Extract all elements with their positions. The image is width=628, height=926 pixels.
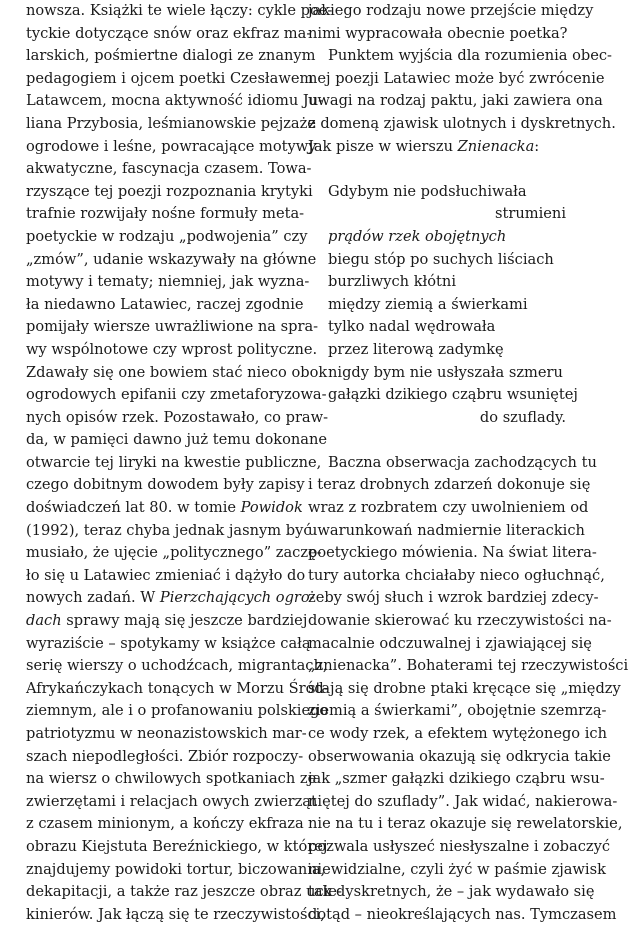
text-line: dotąd – nieokreślających nas. Tymczasem: [308, 905, 617, 923]
text-line: patriotyzmu w neonazistowskich mar-: [26, 725, 307, 742]
text-line: ła niedawno Latawiec, raczej zgodnie: [26, 295, 304, 313]
poem-line: między ziemią a świerkami: [328, 295, 528, 313]
book-title-powidok: Powidok: [240, 499, 303, 517]
text-line: musiało, że ujęcie „politycznego” zaczę-: [26, 544, 322, 562]
poem-line: [308, 226, 566, 249]
text-line: ce wody rzek, a efektem wytężonego ich: [308, 725, 607, 742]
text-line: niętej do szuflady”. Jak widać, nakierowa-: [308, 792, 618, 810]
text-line: nej poezji Latawiec może być zwrócenie: [308, 69, 605, 87]
text-line: rzyszące tej poezji rozpoznania krytyki: [26, 182, 313, 200]
left-column: [26, 0, 342, 926]
text-fragment: doświadczeń lat 80. w tomie: [26, 499, 241, 517]
text-line: nie na tu i teraz okazuje się rewelatorskie,: [308, 815, 623, 833]
text-line: „znienacka”. Bohaterami tej rzeczywistości: [308, 657, 628, 675]
text-line: stają się drobne ptaki kręcące się „między: [308, 679, 621, 697]
text-line: żeby swój słuch i wzrok bardziej zdecy-: [308, 589, 599, 607]
text-line: Afrykańczykach tonących w Morzu Śród-: [26, 679, 329, 697]
text-line: tury autorka chciałaby nieco ogłuchnąć,: [308, 566, 605, 584]
text-line: liana Przybosia, leśmianowskie pejzaże: [26, 114, 316, 132]
text-line: wy wspólnotowe czy wprost polityczne.: [26, 340, 318, 358]
text-line: jak „szmer gałązki dzikiego cząbru wsu-: [308, 770, 605, 788]
text-line: larskich, pośmiertne dialogi ze znanym: [26, 47, 316, 65]
text-line: „zmów”, udanie wskazywały na główne: [26, 250, 317, 268]
text-line: wraz z rozbratem czy uwolnieniem od: [308, 499, 589, 517]
text-line: ziemią a świerkami”, obojętnie szemrzą-: [308, 702, 607, 720]
text-line: [26, 610, 308, 633]
text-line: obrazu Kiejstuta Bereźnickiego, w której: [26, 837, 328, 855]
text-line: tak dyskretnych, że – jak wydawało się: [308, 883, 595, 901]
text-line: ło się u Latawiec zmieniać i dążyło do: [26, 566, 306, 584]
text-line: nimi wypracowała obecnie poetka?: [308, 24, 568, 42]
text-line: Baczna obserwacja zachodzących tu: [328, 453, 597, 471]
poem-line: burzliwych kłótni: [328, 273, 456, 291]
text-line: tyckie dotyczące snów oraz ekfraz ma-: [26, 24, 312, 42]
text-line: ziemnym, ale i o profanowaniu polskiego: [26, 702, 329, 720]
text-line: [26, 497, 303, 520]
text-line: z czasem minionym, a kończy ekfraza: [26, 815, 304, 833]
text-line: kinierów. Jak łączą się te rzeczywistości,: [26, 905, 325, 923]
text-line: i teraz drobnych zdarzeń dokonuje się: [308, 476, 591, 494]
text-line: (1992), teraz chyba jednak jasnym być: [26, 521, 312, 539]
text-line: [308, 136, 566, 159]
text-line: wyraziście – spotykamy w książce całą: [26, 634, 311, 652]
poem-line: nigdy bym nie usłyszała szmeru: [328, 363, 563, 381]
text-line: czego dobitnym dowodem były zapisy: [26, 476, 305, 494]
text-line: poetyckiego mówienia. Na świat litera-: [308, 544, 597, 562]
poem-line: strumieni: [495, 205, 566, 223]
text-line: trafnie rozwijały nośne formuły meta-: [26, 205, 305, 223]
text-line: ogrodowe i leśne, powracające motywy: [26, 137, 317, 155]
text-line: otwarcie tej liryki na kwestie publiczne,: [26, 453, 322, 471]
text-fragment: sprawy mają się jeszcze bardziej: [61, 612, 308, 630]
text-line: dekapitacji, a także raz jeszcze obraz ucie-: [26, 883, 342, 901]
poem-quote: [308, 181, 578, 430]
text-line: nych opisów rzek. Pozostawało, co praw-: [26, 408, 329, 426]
text-line: dowanie skierować ku rzeczywistości na-: [308, 612, 612, 630]
text-line: jakiego rodzaju nowe przejście między: [308, 2, 594, 19]
poem-line: Gdybym nie podsłuchiwała: [328, 182, 527, 200]
poem-line: gałązki dzikiego cząbru wsuniętej: [328, 386, 578, 404]
text-line: motywy i tematy; niemniej, jak wyzna-: [26, 273, 310, 291]
text-line: Punktem wyjścia dla rozumienia obec-: [328, 47, 612, 65]
book-title-pierzchajace: Pierzchających ogro-: [159, 589, 315, 607]
poem-title: Znienacka: [457, 137, 535, 155]
text-line: poetyckie w rodzaju „podwojenia” czy: [26, 227, 308, 245]
text-fragment: :: [534, 137, 540, 155]
text-line: macalnie odczuwalnej i zjawiającej się: [308, 634, 592, 652]
text-line: znajdujemy powidoki tortur, biczowania,: [26, 860, 326, 878]
poem-line: przez literową zadymkę: [328, 340, 504, 358]
right-column: [308, 0, 628, 926]
text-line: serię wierszy o uchodźcach, migrantach,: [26, 657, 328, 675]
text-line: akwatyczne, fascynacja czasem. Towa-: [26, 160, 312, 178]
text-line: [26, 587, 315, 610]
text-line: ogrodowych epifanii czy zmetaforyzowa-: [26, 386, 327, 404]
text-line: niewidzialne, czyli żyć w paśmie zjawisk: [308, 860, 606, 878]
text-line: na wiersz o chwilowych spotkaniach ze: [26, 770, 317, 788]
text-line: uwarunkowań nadmiernie literackich: [308, 521, 585, 539]
text-line: z domeną zjawisk ulotnych i dyskretnych.: [308, 114, 616, 132]
text-line: obserwowania okazują się odkrycia takie: [308, 747, 611, 765]
text-line: pedagogiem i ojcem poetki Czesławem: [26, 69, 314, 87]
poem-line: biegu stóp po suchych liściach: [328, 250, 554, 268]
text-line: zwierzętami i relacjach owych zwierząt: [26, 792, 317, 810]
poem-italic: prądów rzek obojętnych: [328, 227, 507, 245]
text-line: nowsza. Książki te wiele łączy: cykle poe-: [26, 2, 333, 19]
text-line: uwagi na rodzaj paktu, jaki zawiera ona: [308, 92, 603, 110]
poem-line: tylko nadal wędrowała: [328, 318, 496, 336]
text-line: Latawcem, mocna aktywność idiomu Ju-: [26, 92, 324, 110]
spacer: [308, 429, 566, 452]
text-fragment: nowych zadań. W: [26, 589, 160, 607]
book-title-pierzchajace-cont: dach: [26, 612, 62, 630]
text-line: pozwala usłyszeć niesłyszalne i zobaczyć: [308, 837, 611, 855]
poem-line: do szuflady.: [479, 408, 566, 426]
text-line: szach niepodległości. Zbiór rozpoczy-: [26, 747, 304, 765]
text-line: pomijały wiersze uwrażliwione na spra-: [26, 318, 319, 336]
text-fragment: Jak pisze w wierszu: [308, 137, 458, 155]
text-line: Zdawały się one bowiem stać nieco obok: [26, 363, 328, 381]
text-line: da, w pamięci dawno już temu dokonane: [26, 431, 327, 449]
